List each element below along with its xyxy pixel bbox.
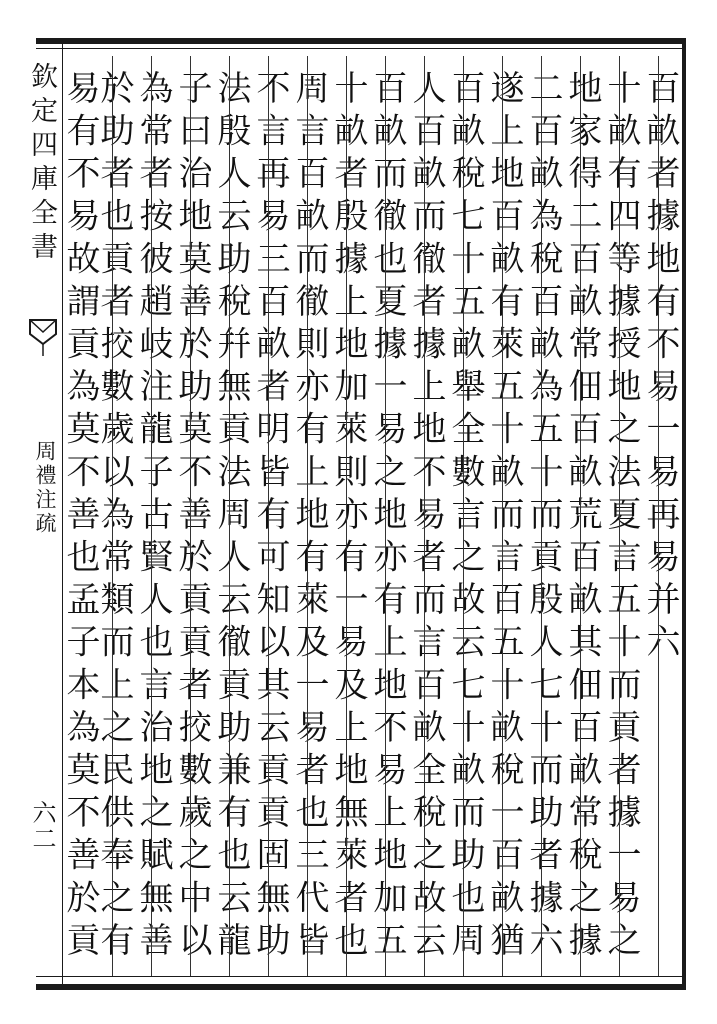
text-column: 為常者按彼趙岐注龍子古賢人也言治地之賦無善 [133,70,173,965]
column-divider [658,56,659,976]
text-column: 於助者也貢者挍數歲以為常類而上之民供奉之有 [94,70,134,965]
text-column: 十畝者殷據上地加萊則亦有一易及上地無萊者也 [328,70,368,965]
margin-book-title: 周禮注疏 [33,440,57,536]
column-divider [580,56,581,976]
column-divider [112,56,113,976]
text-column: 易有不易故謂貢為莫不善也孟子本為莫不善於貢 [60,70,100,965]
column-divider [151,56,152,976]
column-divider [541,56,542,976]
text-column: 十畝有四等據授地之法夏言五十而貢者據一易之 [601,70,641,965]
text-column: 周言百畝而徹則亦有上地有萊及一易者也三代皆 [289,70,329,965]
text-column: 不言再易三百畝者明皆有可知以其云貢貢固無助 [250,70,290,965]
text-column: 百畝者據地有不易一易再易并六 [640,70,680,667]
text-column: 子曰治地莫善於助莫不善於貢貢者挍數歲之中以 [172,70,212,965]
column-divider [619,56,620,976]
top-rule [36,48,686,49]
margin-page-number: 六二 [28,800,56,852]
text-column: 百畝稅七十五畝舉全數言之故云七十畝而助也周 [445,70,485,965]
text-column: 二百畝為稅百畝為五十而貢殷人七十而助者據六 [523,70,563,965]
column-divider [268,56,269,976]
column-divider [190,56,191,976]
column-divider [463,56,464,976]
text-column: 地家得二百畝常佃百畝荒百畝其佃百畝常稅之據 [562,70,602,965]
column-divider [346,56,347,976]
text-column: 人百畝而徹者據上地不易者而言百畝全稅之故云 [406,70,446,965]
column-divider [229,56,230,976]
text-column: 百畝而徹也夏據一易之地亦有上地不易上地加五 [367,70,407,965]
column-divider [424,56,425,976]
column-divider [385,56,386,976]
margin-header: 欽定四庫全書 [26,62,57,266]
column-divider [307,56,308,976]
column-divider [502,56,503,976]
text-column: 遂上地百畝有萊五十畝而言百五十畝稅一百畝猶 [484,70,524,965]
text-column: 法殷人云助稅幷無貢法周人云徹貢助兼有也云龍 [211,70,251,965]
